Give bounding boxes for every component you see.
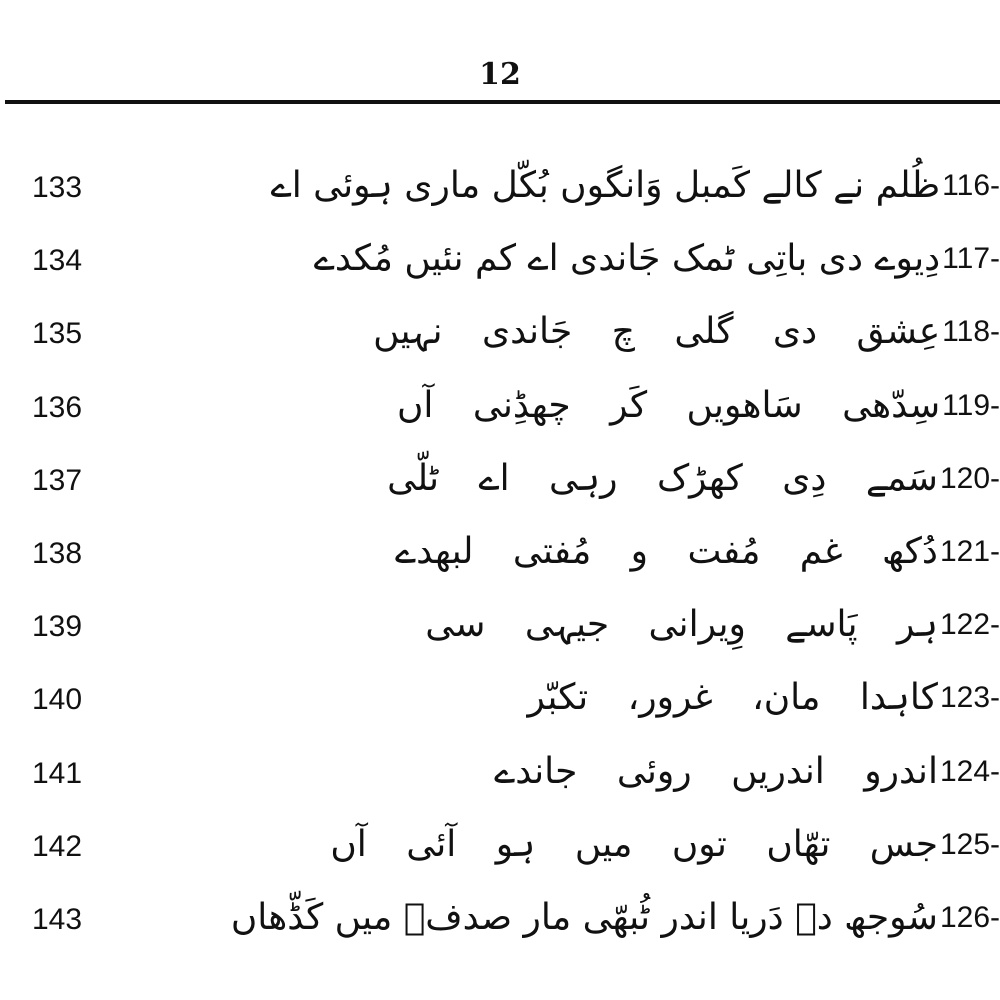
toc-entry-number: 124- [939,754,1000,788]
toc-page-ref: 142 [32,829,83,863]
toc-entry-text [240,668,1000,728]
toc-entry-title: ہر پَاسے وِیرانی جیہی سی [425,604,938,646]
toc-page-ref: 136 [32,390,83,424]
toc-entry-number: 119- [942,388,1000,422]
toc-entry[interactable] [0,296,1000,369]
toc-entry-title: جس تھّاں توں میں ہو آئی آں [330,823,938,865]
toc-entry-text [240,595,1000,655]
toc-entry-number: 118- [942,315,1000,349]
toc-page-ref: 140 [32,683,83,717]
toc-page-ref: 138 [32,536,83,570]
toc-entry[interactable] [0,589,1000,662]
toc-entry-title: اندرو اندریں روئی جاندے [494,750,938,792]
toc-entry[interactable] [0,809,1000,882]
toc-entry-text [230,888,1000,948]
toc-page-ref: 137 [32,463,83,497]
toc-entry-number: 126- [939,900,1000,934]
toc-page-ref: 141 [32,756,83,790]
toc-entry-text [240,376,1000,436]
toc-entry-number: 122- [939,608,1000,642]
toc-entry[interactable] [0,516,1000,589]
toc-entry[interactable] [0,370,1000,443]
page-number: 12 [479,57,521,92]
toc-entry-text [240,815,1000,875]
toc-entry-title: ظُلم نے کالے کَمبل وَانگوں بُکّل ماری ہوئی اے [270,165,941,206]
toc-entry[interactable] [0,882,1000,955]
toc-entry-title: عِشق دی گلی چ جَاندی نہیں [373,311,941,353]
toc-entry-title: کاہدا مان، غرور، تکبّر [527,677,938,719]
toc-entry-text [240,742,1000,802]
toc-entry-title: سَمے دِی کھڑک رہی اے ٹلّی [387,457,938,499]
toc-entry-title: سُوجھ دے دَریا اندر ٹُبھّی مار صدفؔ میں کَڈّھاں [230,896,938,938]
toc-entry-text [240,229,1000,289]
toc-entry-title: دِیوے دی باتِی ٹمک جَاندی اے کم نئیں مُکدے [313,238,941,280]
toc-page-ref: 134 [32,244,83,278]
toc-entry-number: 123- [939,681,1000,715]
toc-entry-text [240,156,1000,216]
header-rule [5,100,1000,104]
toc-entry-number: 117- [942,242,1000,276]
toc-entry-number: 121- [939,534,1000,568]
toc-entry-number: 125- [939,827,1000,861]
toc-page-ref: 135 [32,317,83,351]
table-of-contents [0,150,1000,955]
toc-entry-number: 120- [939,461,1000,495]
toc-entry-title: دُکھ غم مُفت و مُفتی لبھدے [395,530,938,572]
toc-entry-title: سِدّھی سَاھویں کَر چھڈِنی آں [396,384,941,426]
toc-entry-text [240,522,1000,582]
toc-entry-text [240,449,1000,509]
toc-page-ref: 133 [32,171,83,204]
toc-entry[interactable] [0,150,1000,223]
toc-entry[interactable] [0,662,1000,735]
toc-page-ref: 139 [32,610,83,644]
toc-entry-number: 116- [942,169,1000,202]
toc-entry[interactable] [0,736,1000,809]
toc-page-ref: 143 [32,902,83,936]
toc-entry[interactable] [0,443,1000,516]
toc-entry-text [240,302,1000,362]
toc-entry[interactable] [0,223,1000,296]
